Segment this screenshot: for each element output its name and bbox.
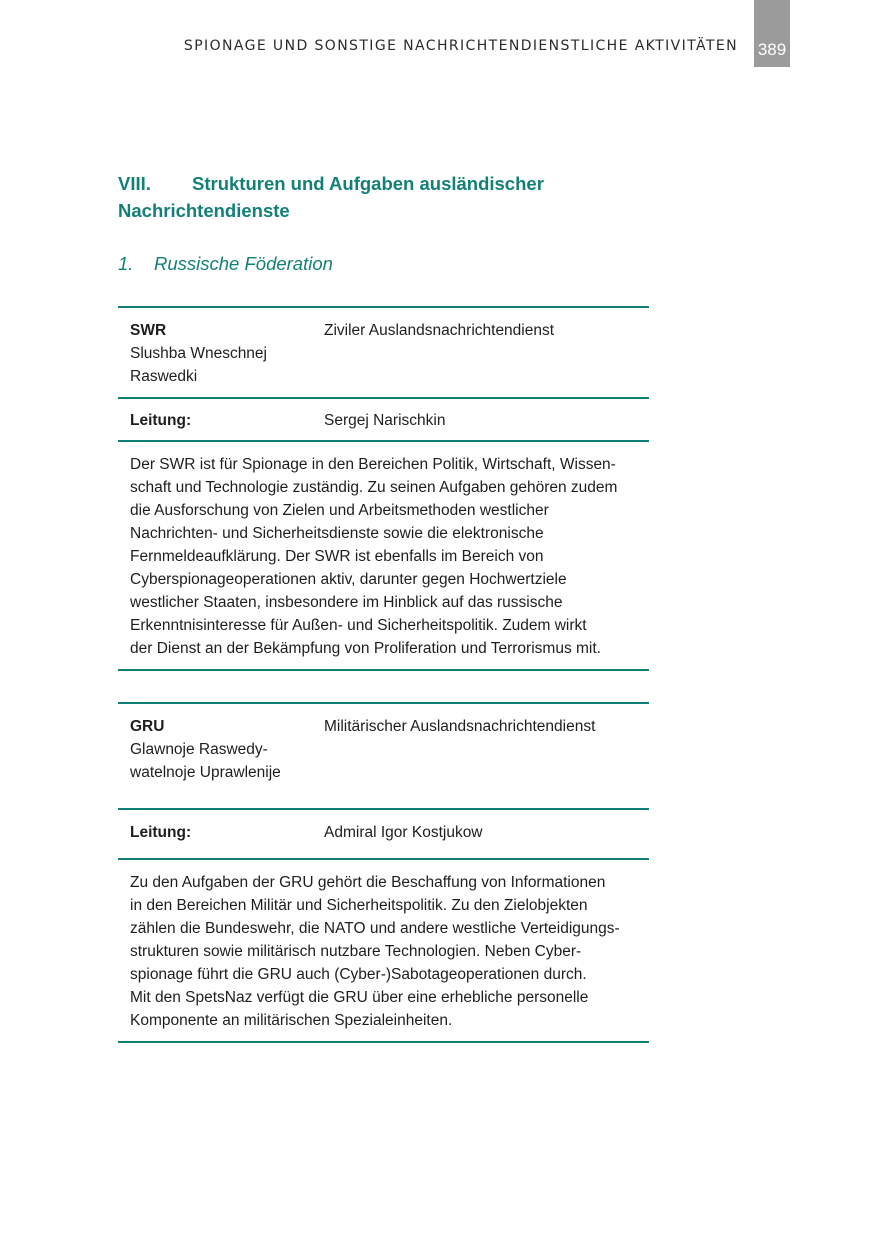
agency-description (118, 860, 649, 1041)
leader-row (118, 810, 649, 858)
agency-fullname-line2: watelnoje Uprawlenije (130, 764, 281, 781)
table-rule (118, 669, 649, 671)
page-number: 389 (754, 0, 790, 67)
running-head: SPIONAGE UND SONSTIGE NACHRICHTENDIENSTLICHE AKTIVITÄTEN (183, 38, 738, 54)
description-line: Zu den Aufgaben der GRU gehört die Beschaffung von Informationen (130, 874, 606, 891)
leader-label: Leitung: (130, 824, 192, 841)
leader-name: Admiral Igor Kostjukow (324, 824, 483, 841)
description-line: Fernmeldeaufklärung. Der SWR ist ebenfalls im Bereich von (130, 548, 544, 565)
description-line: Der SWR ist für Spionage in den Bereichen Politik, Wirtschaft, Wissen- (130, 456, 616, 473)
section-title-line2: Nachrichtendienste (118, 200, 290, 221)
table-rule (118, 1041, 649, 1043)
description-line: der Dienst an der Bekämpfung von Proliferation und Terrorismus mit. (130, 640, 601, 657)
subsection-heading (118, 250, 333, 277)
leader-row (118, 399, 649, 440)
agency-description (118, 442, 649, 669)
agency-name-row (118, 308, 649, 397)
description-line: Komponente an militärischen Spezialeinheiten. (130, 1012, 453, 1029)
section-heading (118, 170, 638, 224)
agency-fullname-line1: Glawnoje Raswedy- (130, 741, 268, 758)
agency-type: Militärischer Auslandsnachrichtendienst (324, 718, 596, 735)
description-line: in den Bereichen Militär und Sicherheitspolitik. Zu den Zielobjekten (130, 897, 588, 914)
description-line: Erkenntnisinteresse für Außen- und Sicherheitspolitik. Zudem wirkt (130, 617, 587, 634)
subsection-title: Russische Föderation (154, 253, 333, 274)
agency-fullname-line2: Raswedki (130, 368, 198, 385)
description-line: die Ausforschung von Zielen und Arbeitsmethoden westlicher (130, 502, 549, 519)
section-number: VIII. (118, 173, 151, 194)
agency-name-row (118, 704, 649, 808)
description-line: spionage führt die GRU auch (Cyber-)Sabotageoperationen durch. (130, 966, 587, 983)
section-title-line1: Strukturen und Aufgaben ausländischer (192, 173, 544, 194)
leader-name: Sergej Narischkin (324, 412, 446, 429)
description-line: Cyberspionageoperationen aktiv, darunter gegen Hochwertziele (130, 571, 567, 588)
agency-name-cell (130, 319, 324, 388)
agency-abbr: SWR (130, 322, 167, 339)
agency-name-cell (130, 715, 324, 808)
description-line: zählen die Bundeswehr, die NATO und andere westliche Verteidigungs- (130, 920, 620, 937)
description-line: schaft und Technologie zuständig. Zu seinen Aufgaben gehören zudem (130, 479, 618, 496)
agency-table-swr (118, 306, 649, 671)
agency-type: Ziviler Auslandsnachrichtendienst (324, 322, 555, 339)
description-line: strukturen sowie militärisch nutzbare Technologien. Neben Cyber- (130, 943, 582, 960)
description-line: Mit den SpetsNaz verfügt die GRU über eine erhebliche personelle (130, 989, 589, 1006)
subsection-number: 1. (118, 253, 134, 274)
agency-abbr: GRU (130, 718, 165, 735)
leader-label: Leitung: (130, 412, 192, 429)
description-line: Nachrichten- und Sicherheitsdienste sowie die elektronische (130, 525, 544, 542)
description-line: westlicher Staaten, insbesondere im Hinblick auf das russische (130, 594, 563, 611)
agency-fullname-line1: Slushba Wneschnej (130, 345, 267, 362)
agency-table-gru (118, 702, 649, 1043)
